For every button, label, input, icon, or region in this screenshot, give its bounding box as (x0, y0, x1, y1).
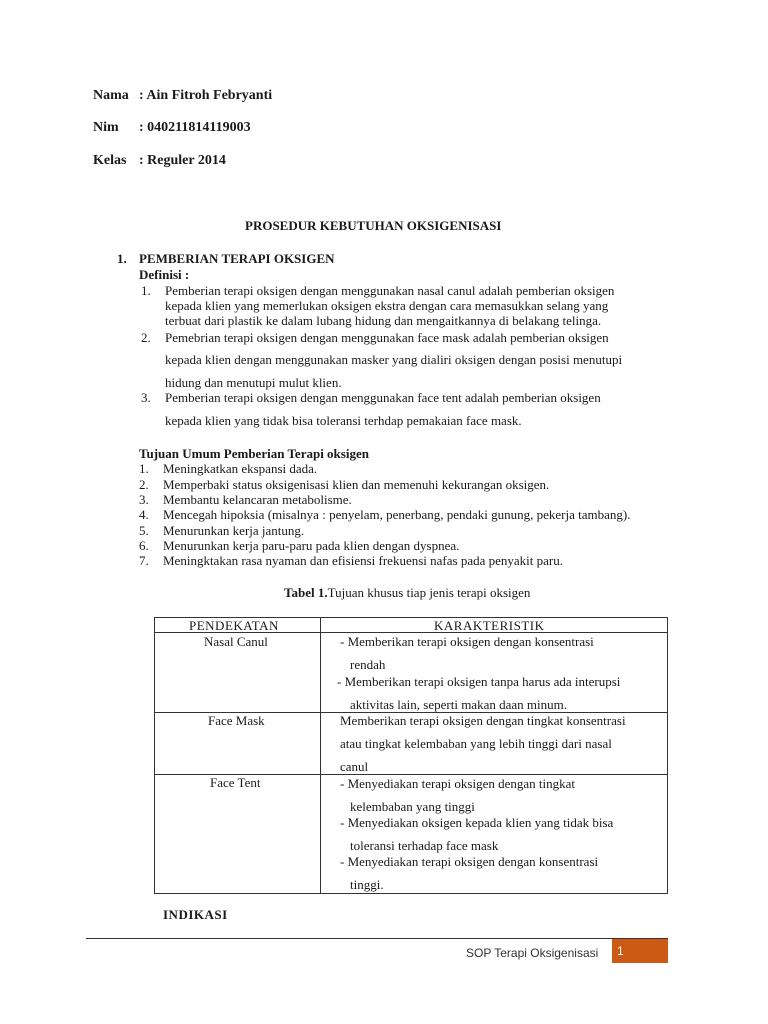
definisi-item-line: kepada klien dengan menggunakan masker yang dialiri oksigen dengan posisi menutupi (165, 352, 623, 367)
section-number: 1. (117, 251, 127, 266)
table-cell-line: Memberikan terapi oksigen dengan tingkat konsentrasi (340, 713, 626, 728)
definisi-item-number: 1. (141, 283, 151, 298)
nim-value: : 040211814119003 (139, 120, 251, 135)
definisi-label: Definisi : (139, 267, 190, 282)
table-cell-approach: Face Tent (210, 775, 261, 790)
definisi-item-line: kepada klien yang tidak bisa toleransi terhdap pemakaian face mask. (165, 413, 522, 428)
table-cell-line: kelembaban yang tinggi (350, 799, 475, 814)
tujuan-item-text: Membantu kelancaran metabolisme. (163, 492, 352, 507)
name-label: Nama (93, 88, 129, 103)
class-label: Kelas (93, 153, 127, 168)
table-caption-label: Tabel 1. (284, 585, 328, 600)
definisi-item-line: terbuat dari plastik ke dalam lubang hidung dan mengaitkannya di belakang telinga. (165, 313, 602, 328)
definisi-item-line: kepada klien yang memerlukan oksigen ekstra dengan cara memasukkan selang yang (165, 298, 609, 313)
footer-divider (86, 938, 668, 939)
table-cell-line: - Memberikan terapi oksigen dengan konsentrasi (340, 634, 594, 649)
tujuan-item-text: Menurunkan kerja jantung. (163, 523, 305, 538)
table-cell-line: toleransi terhadap face mask (350, 838, 499, 853)
tujuan-item-number: 6. (139, 538, 149, 553)
tujuan-item-text: Meningkatkan ekspansi dada. (163, 461, 318, 476)
table-header-approach: PENDEKATAN (189, 618, 279, 633)
tujuan-item-number: 2. (139, 477, 149, 492)
name-value: : Ain Fitroh Febryanti (139, 88, 273, 103)
tujuan-heading: Tujuan Umum Pemberian Terapi oksigen (139, 446, 369, 461)
table-cell-line: atau tingkat kelembaban yang lebih tinggi dari nasal (340, 736, 612, 751)
definisi-item-line: Pemberian terapi oksigen dengan menggunakan face tent adalah pemberian oksigen (165, 390, 601, 405)
table-cell-line: canul (340, 759, 369, 774)
table-cell-line: - Memberikan terapi oksigen tanpa harus ada interupsi (337, 674, 621, 689)
table-column-divider (320, 617, 321, 894)
table-cell-line: tinggi. (350, 877, 384, 892)
table-cell-approach: Nasal Canul (204, 634, 268, 649)
table-cell-line: aktivitas lain, seperti makan daan minum. (350, 697, 567, 712)
document-title: PROSEDUR KEBUTUHAN OKSIGENISASI (245, 218, 502, 233)
tujuan-item-number: 7. (139, 553, 149, 568)
table-cell-line: - Menyediakan oksigen kepada klien yang tidak bisa (340, 815, 614, 830)
table-cell-approach: Face Mask (208, 713, 265, 728)
tujuan-item-number: 1. (139, 461, 149, 476)
tujuan-item-text: Menurunkan kerja paru-paru pada klien dengan dyspnea. (163, 538, 460, 553)
tujuan-item-text: Mencegah hipoksia (misalnya : penyelam, penerbang, pendaki gunung, pekerja tambang). (163, 507, 631, 522)
tujuan-item-text: Memperbaki status oksigenisasi klien dan memenuhi kekurangan oksigen. (163, 477, 550, 492)
footer-title: SOP Terapi Oksigenisasi (466, 946, 599, 960)
definisi-item-line: hidung dan menutupi mulut klien. (165, 375, 342, 390)
class-value: : Reguler 2014 (139, 153, 226, 168)
table-cell-line: rendah (350, 657, 386, 672)
tujuan-item-number: 4. (139, 507, 149, 522)
tujuan-item-number: 3. (139, 492, 149, 507)
definisi-item-number: 2. (141, 330, 151, 345)
table-caption (284, 585, 530, 601)
table-cell-line: - Menyediakan terapi oksigen dengan tingkat (340, 776, 576, 791)
table-caption-text: Tujuan khusus tiap jenis terapi oksigen (327, 585, 531, 600)
table-header-characteristic: KARAKTERISTIK (434, 618, 545, 633)
tujuan-item-text: Meningktakan rasa nyaman dan efisiensi frekuensi nafas pada penyakit paru. (163, 553, 563, 568)
indikasi-heading: INDIKASI (163, 907, 228, 922)
section-heading: PEMBERIAN TERAPI OKSIGEN (139, 251, 335, 266)
page-number: 1 (617, 944, 624, 958)
table-cell-line: - Menyediakan terapi oksigen dengan konsentrasi (340, 854, 599, 869)
tujuan-item-number: 5. (139, 523, 149, 538)
definisi-item-number: 3. (141, 390, 151, 405)
definisi-item-line: Pemebrian terapi oksigen dengan menggunakan face mask adalah pemberian oksigen (165, 330, 609, 345)
definisi-item-line: Pemberian terapi oksigen dengan menggunakan nasal canul adalah pemberian oksigen (165, 283, 615, 298)
nim-label: Nim (93, 120, 119, 135)
